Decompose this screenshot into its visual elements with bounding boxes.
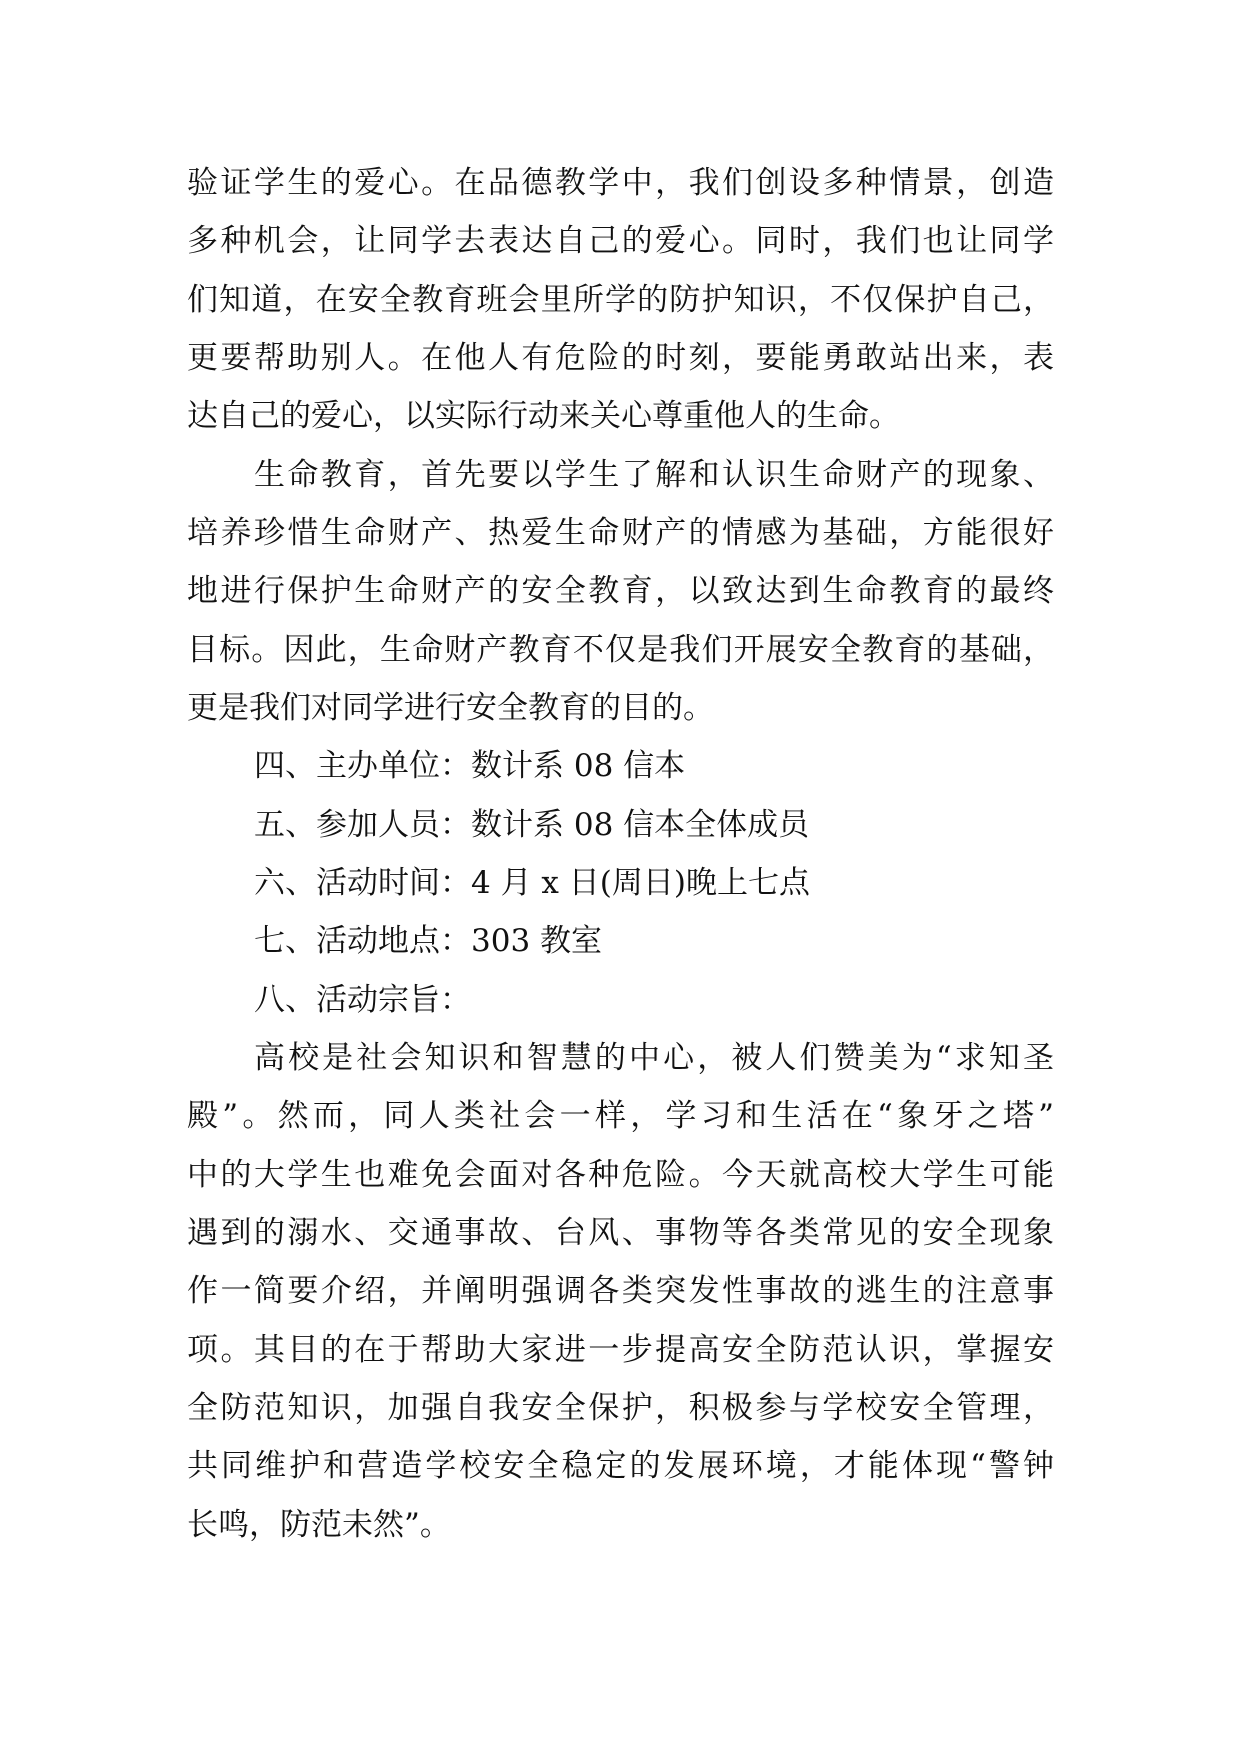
paragraph-purpose: [187, 1029, 1054, 1554]
text-line: 七、活动地点：303 教室: [254, 923, 603, 960]
text-line: 殿”。然而，同人类社会一样，学习和生活在“象牙之塔”: [187, 1098, 1054, 1135]
text-line: 目标。因此，生命财产教育不仅是我们开展安全教育的基础，: [187, 631, 1054, 668]
text-line: 中的大学生也难免会面对各种危险。今天就高校大学生可能: [187, 1156, 1054, 1193]
text-line: 培养珍惜生命财产、热爱生命财产的情感为基础，方能很好: [187, 514, 1054, 551]
text-line: 八、活动宗旨：: [254, 981, 471, 1018]
text-line: 四、主办单位：数计系 08 信本: [254, 748, 686, 785]
info-participants: [187, 796, 1054, 854]
text-line: 长鸣，防范未然”。: [187, 1506, 451, 1543]
text-line: 更要帮助别人。在他人有危险的时刻，要能勇敢站出来，表: [187, 339, 1054, 376]
text-line: 达自己的爱心，以实际行动来关心尊重他人的生命。: [187, 398, 900, 435]
text-line: 项。其目的在于帮助大家进一步提高安全防范认识，掌握安: [187, 1331, 1054, 1368]
info-organizer: [187, 737, 1054, 795]
text-line: 更是我们对同学进行安全教育的目的。: [187, 689, 714, 726]
text-line: 验证学生的爱心。在品德教学中，我们创设多种情景，创造: [187, 165, 1054, 201]
info-location: [187, 912, 1054, 970]
info-purpose-heading: [187, 971, 1054, 1029]
text-line: 多种机会，让同学去表达自己的爱心。同时，我们也让同学: [187, 223, 1054, 260]
text-line: 六、活动时间：4 月 x 日(周日)晚上七点: [254, 864, 810, 901]
text-line: 高校是社会知识和智慧的中心，被人们赞美为“求知圣: [254, 1039, 1054, 1076]
info-time: [187, 854, 1054, 912]
paragraph-life-education: [187, 446, 1054, 738]
text-line: 生命教育，首先要以学生了解和认识生命财产的现象、: [254, 456, 1054, 493]
text-line: 共同维护和营造学校安全稳定的发展环境，才能体现“警钟: [187, 1448, 1054, 1485]
text-line: 们知道，在安全教育班会里所学的防护知识，不仅保护自己，: [187, 281, 1054, 318]
text-line: 地进行保护生命财产的安全教育，以致达到生命教育的最终: [187, 573, 1054, 610]
text-line: 遇到的溺水、交通事故、台风、事物等各类常见的安全现象: [187, 1214, 1054, 1251]
text-line: 五、参加人员：数计系 08 信本全体成员: [254, 806, 810, 843]
paragraph-love-continuation: [187, 154, 1054, 446]
text-line: 全防范知识，加强自我安全保护，积极参与学校安全管理，: [187, 1389, 1054, 1426]
body-text: [187, 154, 1054, 1554]
text-line: 作一简要介绍，并阐明强调各类突发性事故的逃生的注意事: [187, 1273, 1054, 1310]
